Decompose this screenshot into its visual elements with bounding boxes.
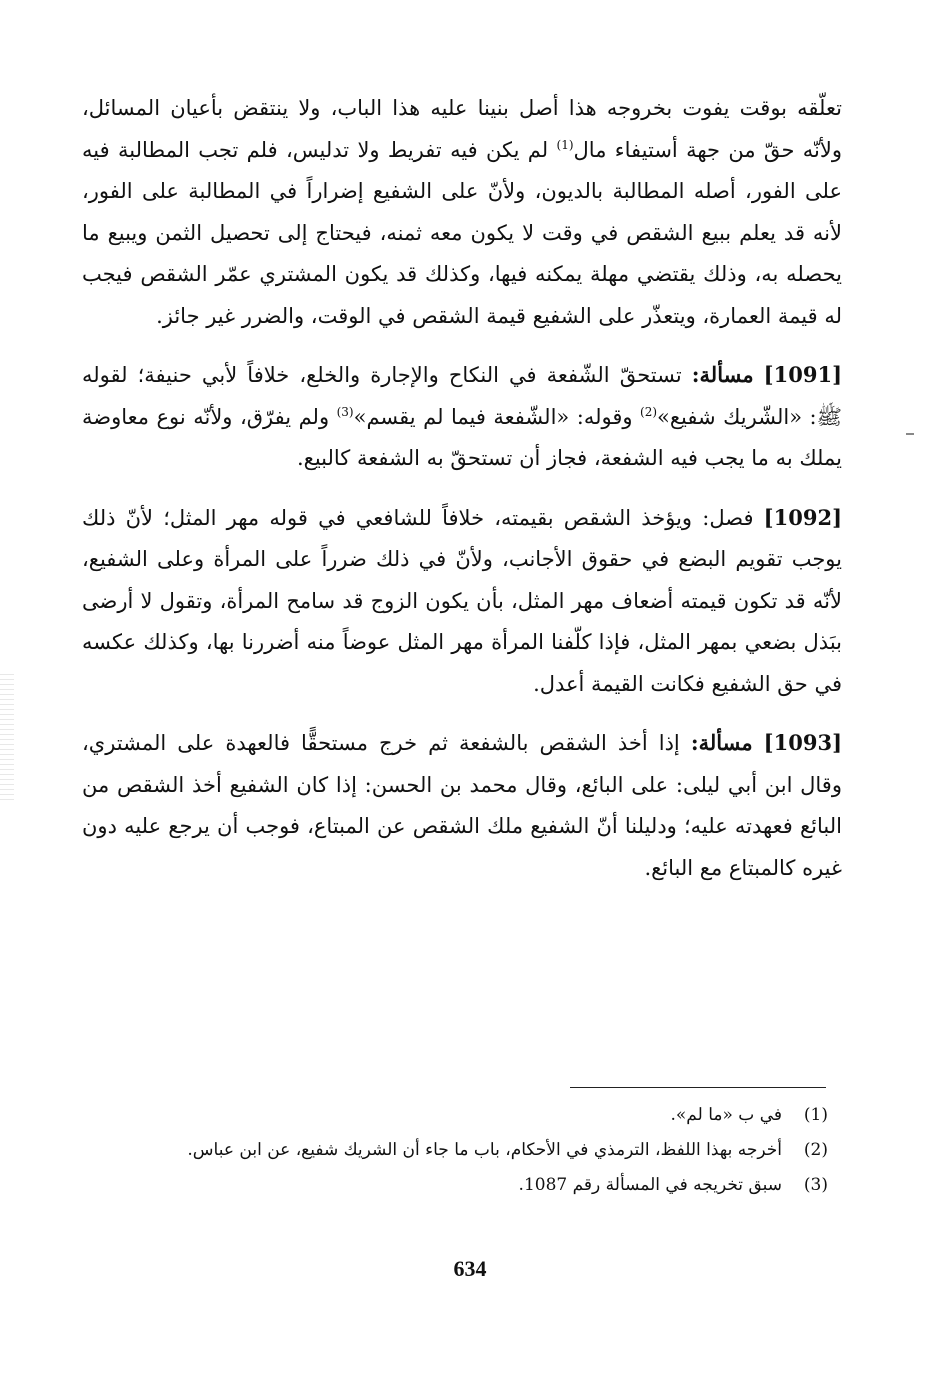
footnote-ref: (2) [640,404,658,419]
issue-number: [1093] [763,730,842,755]
paragraph-text: إذا أخذ الشقص بالشفعة ثم خرج مستحقًّا فالعهدة على المشتري، وقال ابن أبي ليلى: على البائع، وقال محمد بن الحسن: إذا كان الشفيع أخذ الشقص من البائع فعهدته عليه؛ ودليلنا أنّ الشفيع ملك الشقص عن المبتاع، فوجب أن يرجع عليه دون غيره كالمبتاع مع البائع. [82,731,842,880]
paragraph-text: ولم يفرّق، ولأنّه نوع معاوضة يملك به ما يجب فيه الشفعة، فجاز أن تستحقّ به الشفعة كالبيع. [82,404,842,470]
footnote-text: سبق تخريجه في المسألة رقم 1087. [518,1175,782,1195]
paragraph-text: تعلّقه بوقت يفوت بخروجه هذا أصل بنينا عليه هذا الباب، ولا ينتقض بأعيان المسائل، ولأنّه حقّ من جهة أستيفاء مال [82,96,842,162]
footnote-number: (3) [803,1175,828,1195]
footnote-item [82,1100,828,1131]
footnote-separator [570,1087,826,1088]
main-text [82,88,842,906]
scan-mark [906,433,914,435]
section-label: فصل: [702,505,754,530]
paragraph-text: ويؤخذ الشقص بقيمته، خلافاً للشافعي في قوله مهر المثل؛ لأنّ ذلك يوجب تقويم البضع في حقوق الأجانب، ولأنّ في ذلك ضرراً على المرأة وعلى الشفيع، لأنّه قد تكون قيمته أضعاف مهر المثل، بأن يكون الزوج قد سامح المرأة، وتقول لا أرضى ببَذل بضعي بمهر المثل، فإذا كلّفنا المرأة مهر المثل عوضاً منه أضررنا بها، وكذلك عكسه في حق الشفيع فكانت القيمة أعدل. [82,505,842,696]
paragraph-issue-1093 [82,722,842,889]
footnote-text: في ب «ما لم». [670,1105,782,1125]
paragraph-text: لم يكن فيه تفريط ولا تدليس، فلم تجب المطالبة فيه على الفور، أصله المطالبة بالديون، ولأنّ على الشفيع إضراراً في المطالبة على الفور، لأنه قد يعلم ببيع الشقص في وقت لا يكون معه ثمنه، فيحتاج إلى تحصيل الثمن ويبيع ما يحصله به، وذلك يقتضي مهلة يمكنه فيها، وكذلك قد يكون المشتري عمّر الشقص فيجب له قيمة العمارة، ويتعذّر على الشفيع قيمة الشقص في الوقت، والضرر غير جائز. [82,137,842,328]
paragraph-continuation [82,88,842,337]
issue-label: مسألة: [691,362,754,387]
paragraph-text: تستحقّ الشّفعة في النكاح والإجارة والخلع، خلافاً لأبي حنيفة؛ لقوله ﷺ: «الشّريك شفيع» [82,363,842,429]
footnote-item [82,1135,828,1166]
paragraph-text: وقوله: «الشّفعة فيما لم يقسم» [353,404,641,429]
footnotes [82,1100,828,1205]
issue-label: مسألة: [690,730,753,755]
footnote-number: (1) [803,1105,828,1125]
issue-number: [1092] [763,504,842,530]
footnote-number: (2) [803,1140,828,1160]
scan-edge-artifact [0,670,14,800]
footnote-ref: (3) [336,404,354,419]
paragraph-issue-1091 [82,354,842,480]
footnote-ref: (1) [556,137,574,152]
issue-number: [1091] [763,362,842,387]
paragraph-section-1092 [82,497,842,706]
page-number: 634 [453,1256,487,1281]
footnote-text: أخرجه بهذا اللفظ، الترمذي في الأحكام، باب ما جاء أن الشريك شفيع، عن ابن عباس. [187,1140,782,1160]
footnote-item [82,1170,828,1201]
